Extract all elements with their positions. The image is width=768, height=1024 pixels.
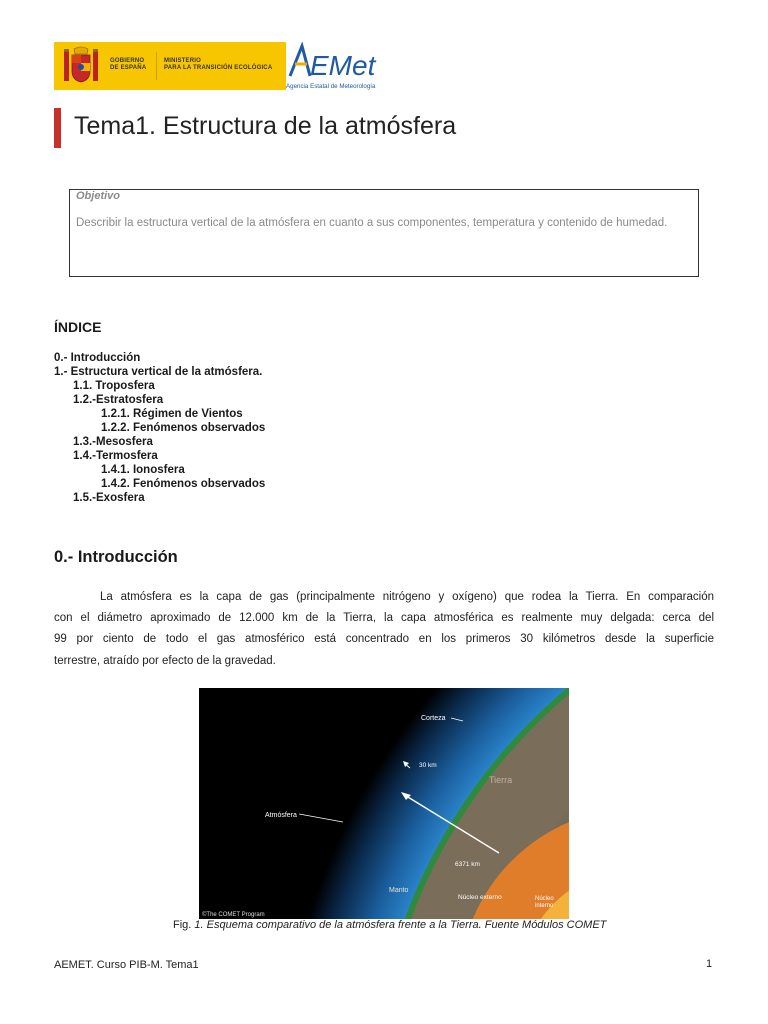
toc-item[interactable]: 1.2.-Estratosfera [73, 394, 164, 406]
toc-item[interactable]: 1.2.1. Régimen de Vientos [101, 408, 243, 420]
footer-course: AEMET. Curso PIB-M. Tema1 [54, 959, 199, 971]
earth-atmosphere-figure [199, 688, 569, 919]
gov-line-1: GOBIERNO [110, 58, 145, 64]
aemet-subtitle: Agencia Estatal de Meteorología [286, 83, 376, 90]
toc-item[interactable]: 1.- Estructura vertical de la atmósfera. [54, 366, 263, 378]
toc-item[interactable]: 1.4.2. Fenómenos observados [101, 478, 266, 490]
figure-credit: ©The COMET Program [202, 912, 265, 918]
toc-item[interactable]: 1.3.-Mesosfera [73, 436, 153, 448]
label-corteza: Corteza [421, 715, 446, 722]
toc-item[interactable]: 1.4.-Termosfera [73, 450, 158, 462]
toc-item[interactable]: 0.- Introducción [54, 352, 141, 364]
label-atmosfera: Atmósfera [265, 812, 297, 819]
paragraph-line: terrestre, atraído por efecto de la gravedad. [54, 654, 276, 667]
label-manto: Manto [389, 887, 409, 894]
title-accent-bar [54, 108, 61, 148]
paragraph-line: con el diámetro aproximado de 12.000 km de la Tierra, la capa atmosférica es realmente muy delgada: cerca del [54, 612, 714, 625]
aemet-logo [288, 42, 380, 78]
label-nucleo-externo: Núcleo externo [458, 894, 502, 901]
figure-caption [173, 919, 606, 931]
label-nucleo-interno-2: interno [535, 903, 554, 909]
label-tierra: Tierra [489, 775, 513, 785]
gov-line-2: DE ESPAÑA [110, 65, 147, 71]
section-heading: 0.- Introducción [54, 548, 178, 566]
index-heading: ÍNDICE [54, 319, 102, 335]
page-title: Tema1. Estructura de la atmósfera [74, 112, 457, 140]
ministerio-text [164, 58, 272, 72]
toc-item[interactable]: 1.5.-Exosfera [73, 492, 145, 504]
objective-label: Objetivo [76, 190, 121, 202]
coat-of-arms-icon [60, 45, 102, 87]
paragraph-line: 99 por ciento de todo el gas atmosférico está concentrado en los primeros 30 kilómetros desde la superficie [54, 633, 714, 646]
caption-text: 1. Esquema comparativo de la atmósfera frente a la Tierra. Fuente Módulos COMET [194, 919, 607, 931]
min-line-2: PARA LA TRANSICIÓN ECOLÓGICA [164, 65, 273, 71]
page-number: 1 [706, 958, 713, 970]
objective-box [69, 189, 699, 277]
aemet-logo-text: EMet [310, 50, 376, 78]
objective-text: Describir la estructura vertical de la atmósfera en cuanto a sus componentes, temperatura y contenido de humedad. [76, 217, 668, 229]
header-divider [156, 52, 157, 80]
toc-item[interactable]: 1.2.2. Fenómenos observados [101, 422, 266, 434]
label-30km: 30 km [419, 762, 437, 769]
intro-paragraph [54, 587, 714, 672]
label-nucleo-interno-1: Núcleo [535, 896, 554, 902]
paragraph-line: La atmósfera es la capa de gas (principalmente nitrógeno y oxígeno) que rodea la Tierra. En comparación [100, 591, 714, 603]
label-6371km: 6371 km [455, 861, 480, 868]
gobierno-text [110, 58, 146, 72]
caption-prefix: Fig. [173, 919, 195, 931]
toc-item[interactable]: 1.1. Troposfera [73, 380, 155, 392]
toc-item[interactable]: 1.4.1. Ionosfera [101, 464, 185, 476]
min-line-1: MINISTERIO [164, 58, 202, 64]
